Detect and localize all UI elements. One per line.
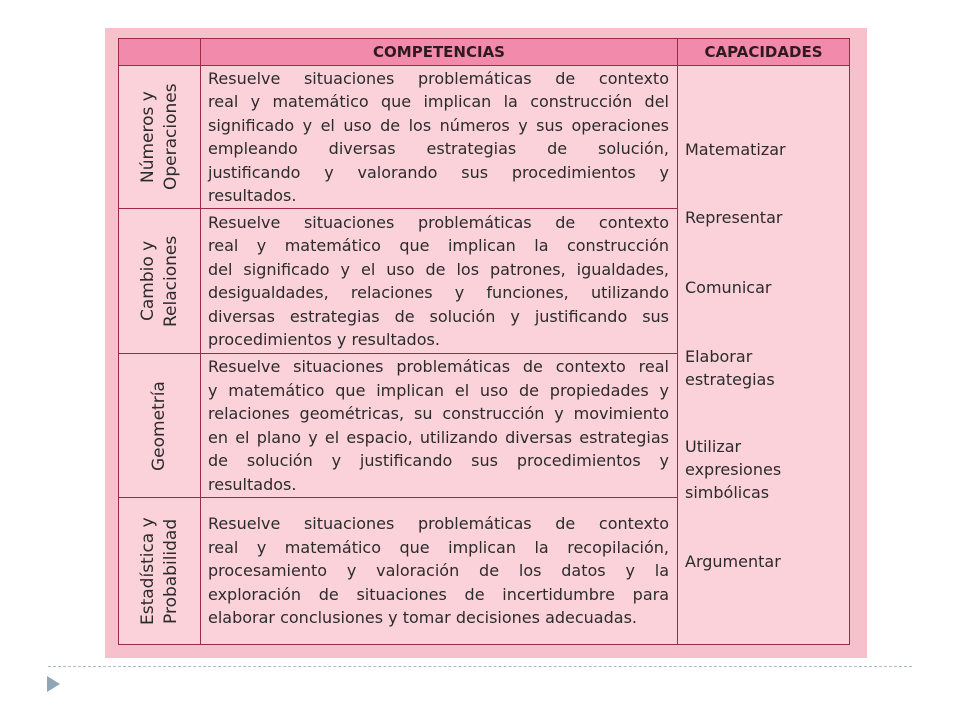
competencia-text-line: empleando diversas estrategias de solución,: [208, 139, 669, 158]
capacidad-item-elaborar-estrategias: Elaborar estrategias: [685, 347, 775, 389]
header-corner-cell: [119, 39, 201, 66]
competencia-text-line: real y matemático que implican la construcción: [208, 236, 669, 255]
competencia-text-line: en el plano y el espacio, utilizando diversas estrategias: [208, 427, 669, 447]
area-label: Geometría: [149, 380, 169, 471]
competencia-text-line: elaborar conclusiones y tomar decisiones adecuadas.: [208, 608, 637, 628]
footer-divider: [48, 666, 912, 667]
competencia-text-line: real y matemático que implican la recopilación,: [208, 537, 669, 557]
competencia-text-line: y matemático que implican el uso de propiedades y: [208, 380, 669, 400]
competencia-text-line: de solución y justificando sus procedimientos y: [208, 451, 669, 470]
competencia-cell-numeros-operaciones: [201, 66, 678, 209]
competencia-text-line: resultados.: [208, 474, 297, 494]
competencias-table: [118, 38, 850, 645]
area-cell-cambio-relaciones: [119, 209, 201, 354]
competencia-text-line: resultados.: [208, 186, 297, 205]
competencia-text-line: diversas estrategias de solución y justificando sus: [208, 306, 669, 326]
triangle-right-icon: [47, 676, 60, 692]
competencia-text-line: exploración de situaciones de incertidumbre para: [208, 584, 669, 604]
competencia-text-line: procesamiento y valoración de los datos y la: [208, 561, 669, 581]
competencia-cell-geometria: [201, 354, 678, 498]
capacidad-item-argumentar: Argumentar: [685, 552, 781, 571]
area-label: Cambio y Relaciones: [137, 235, 181, 327]
competencia-text-line: Resuelve situaciones problemáticas de contexto real: [208, 357, 669, 376]
competencia-text-line: justificando y valorando sus procedimientos y: [208, 162, 669, 182]
capacidad-item-utilizar-expresiones: Utilizar expresiones simbólicas: [685, 437, 782, 502]
area-cell-numeros-operaciones: [119, 66, 201, 209]
header-competencias: [201, 39, 678, 66]
header-competencias-label: COMPETENCIAS: [373, 43, 505, 61]
competencia-text-line: Resuelve situaciones problemáticas de contexto: [208, 68, 669, 88]
competencia-text-line: Resuelve situaciones problemáticas de contexto: [208, 514, 669, 534]
competencia-text-line: procedimientos y resultados.: [208, 330, 440, 349]
capacidad-item-matematizar: Matematizar: [685, 140, 786, 159]
area-cell-estadistica-probabilidad: [119, 498, 201, 644]
header-capacidades-label: CAPACIDADES: [704, 43, 823, 61]
competencia-text-line: Resuelve situaciones problemáticas de contexto: [208, 212, 669, 232]
competencia-text-line: significado y el uso de los números y sus operaciones: [208, 115, 669, 135]
competencia-cell-cambio-relaciones: [201, 209, 678, 354]
capacidad-item-representar: Representar: [685, 208, 783, 227]
competencia-text-line: relaciones geométricas, su construcción y movimiento: [208, 404, 669, 423]
capacidades-cell: [678, 66, 849, 644]
area-label: Estadística y Probabilidad: [137, 517, 181, 625]
competencia-text-line: real y matemático que implican la construcción del: [208, 92, 669, 111]
area-cell-geometria: [119, 354, 201, 498]
competencia-text-line: desigualdades, relaciones y funciones, utilizando: [208, 283, 669, 302]
competencia-text-line: del significado y el uso de los patrones, igualdades,: [208, 259, 669, 279]
capacidad-item-comunicar: Comunicar: [685, 278, 772, 297]
area-label: Números y Operaciones: [137, 83, 181, 191]
header-capacidades: [678, 39, 849, 66]
competencia-cell-estadistica-probabilidad: [201, 498, 678, 644]
